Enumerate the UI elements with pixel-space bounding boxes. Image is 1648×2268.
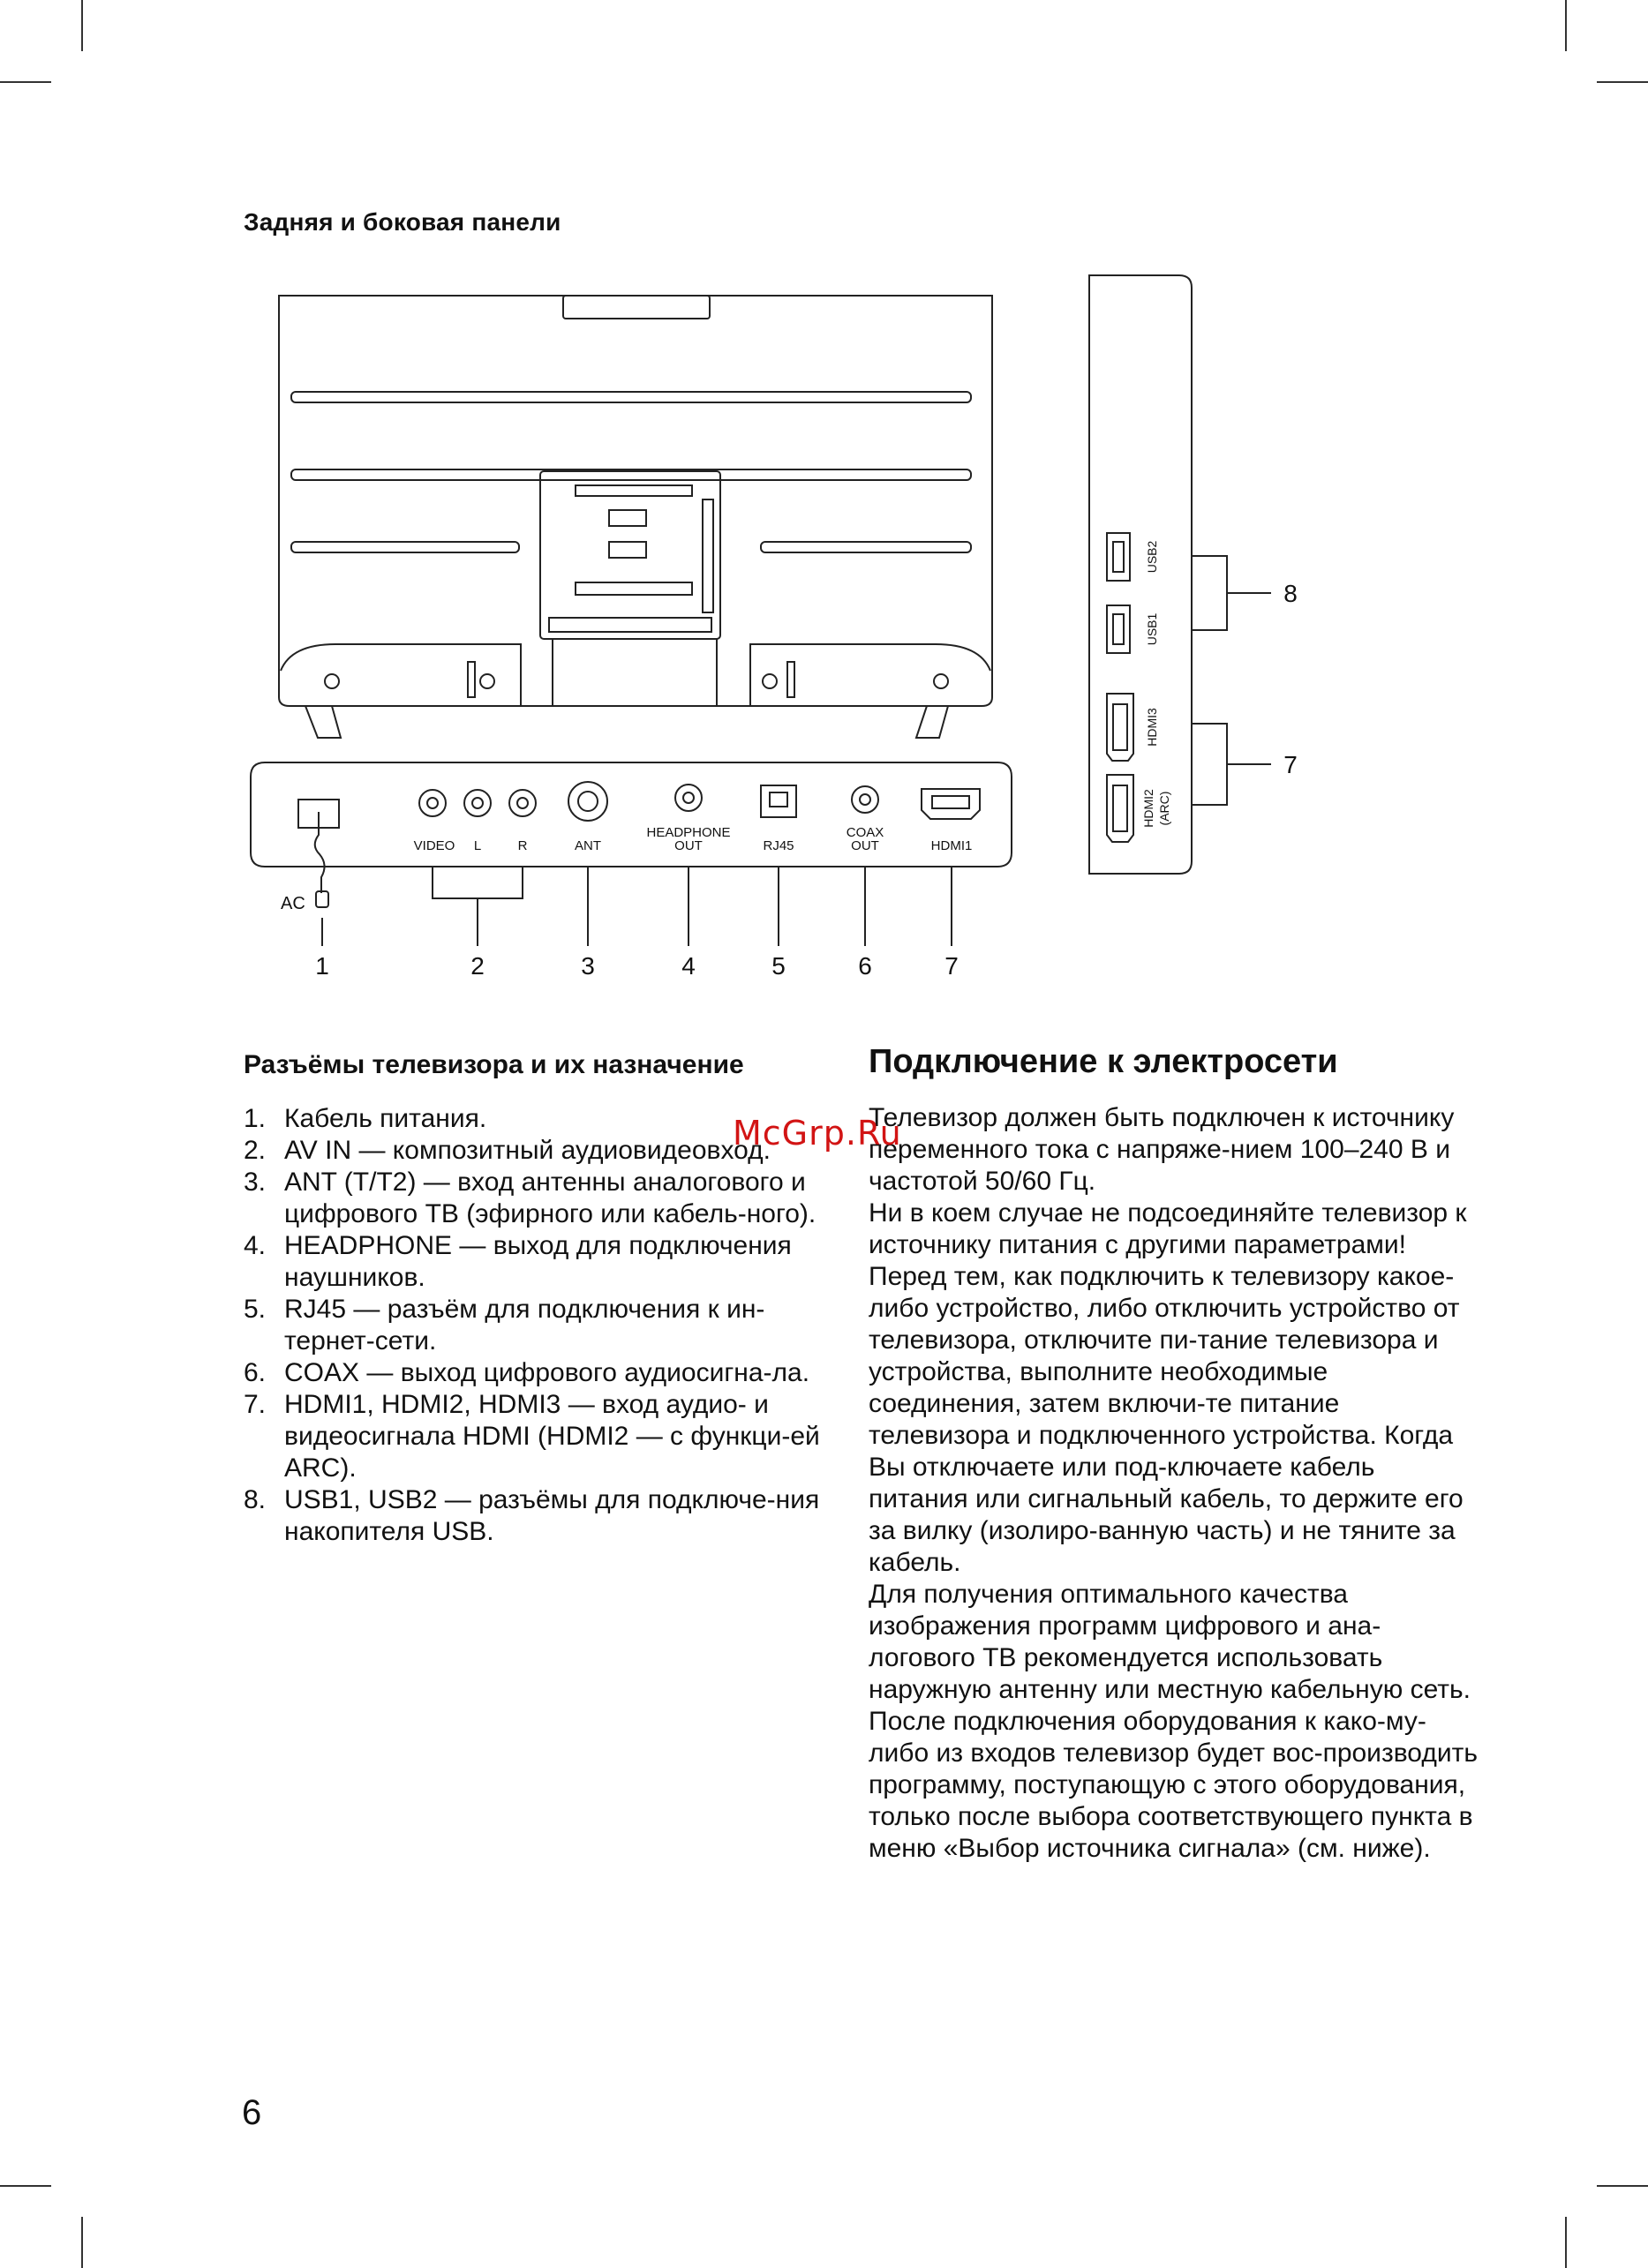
list-item: 1. Кабель питания. xyxy=(244,1104,487,1133)
callout-1: 1 xyxy=(315,952,329,980)
tv-rear-illustration xyxy=(279,296,992,738)
audio-l-jack xyxy=(464,790,491,816)
list-item: 4. HEADPHONE — выход для подключения наушников. xyxy=(244,1231,792,1292)
label-hdmi2: HDMI2 xyxy=(1141,789,1155,828)
usb1-port xyxy=(1107,605,1130,653)
label-hdmi3: HDMI3 xyxy=(1145,708,1159,747)
label-coax-out: OUT xyxy=(851,838,879,853)
label-usb1: USB1 xyxy=(1145,612,1159,646)
label-ac: AC xyxy=(281,894,305,913)
label-ant: ANT xyxy=(575,838,601,853)
list-item: 6. COAX — выход цифрового аудиосигна-ла. xyxy=(244,1358,810,1387)
power-paragraph: Для получения оптимального качества изображения программ цифрового и ана-логового ТВ рекомендуется использовать наружную антенну или местную кабельную сеть. xyxy=(869,1580,1471,1704)
label-video: VIDEO xyxy=(413,838,455,853)
section-title: Задняя и боковая панели xyxy=(244,208,561,236)
connectors-list xyxy=(244,1103,844,1548)
list-item: 8. USB1, USB2 — разъёмы для подключе-ния накопителя USB. xyxy=(244,1485,820,1546)
coax-jack xyxy=(852,786,878,813)
tv-back-panel-diagram xyxy=(0,265,1648,1015)
antenna-jack xyxy=(568,782,607,821)
label-hdmi2-arc: (ARC) xyxy=(1157,791,1171,826)
crop-mark xyxy=(1565,2217,1567,2268)
power-paragraph: Ни в коем случае не подсоединяйте телевизор к источнику питания с другими параметрами! xyxy=(869,1198,1467,1259)
hdmi1-port xyxy=(922,789,980,819)
callout-6: 6 xyxy=(858,952,872,980)
crop-mark xyxy=(1597,81,1648,83)
power-paragraph: После подключения оборудования к како-му-либо из входов телевизор будет вос-производить программу, поступающую с этого оборудования, только после выбора соответствующего пункта в меню «Выбор источника сигнала» (см. ниже). xyxy=(869,1707,1478,1863)
crop-mark xyxy=(0,81,51,83)
label-usb2: USB2 xyxy=(1145,540,1159,574)
label-hdmi1: HDMI1 xyxy=(930,838,973,853)
power-section xyxy=(869,1043,1478,1865)
list-item: 5. RJ45 — разъём для подключения к ин-тернет-сети. xyxy=(244,1295,765,1356)
callout-3: 3 xyxy=(581,952,595,980)
side-connector-panel xyxy=(1089,275,1271,874)
list-item: 7. HDMI1, HDMI2, HDMI3 — вход аудио- и видеосигнала HDMI (HDMI2 — с функци-ей ARC). xyxy=(244,1390,820,1483)
list-item: 2. AV IN — композитный аудиовидеовход. xyxy=(244,1136,771,1165)
power-paragraph: Телевизор должен быть подключен к источнику переменного тока с напряже-нием 100–240 В и частотой 50/60 Гц. xyxy=(869,1103,1455,1196)
list-item: 3. ANT (T/T2) — вход антенны аналогового и цифрового ТВ (эфирного или кабель-ного). xyxy=(244,1168,816,1228)
callout-2: 2 xyxy=(470,952,485,980)
connectors-heading: Разъёмы телевизора и их назначение xyxy=(244,1050,744,1079)
callout-5: 5 xyxy=(771,952,786,980)
bottom-connector-panel xyxy=(251,762,1012,907)
headphone-jack xyxy=(675,785,702,811)
crop-mark xyxy=(0,2185,51,2187)
callout-7: 7 xyxy=(944,952,959,980)
callout-4: 4 xyxy=(681,952,696,980)
label-headphone-out: OUT xyxy=(674,838,703,853)
side-callout-7: 7 xyxy=(1283,751,1298,778)
rj45-port xyxy=(761,785,796,817)
label-coax: COAX xyxy=(846,825,884,840)
crop-mark xyxy=(81,2217,83,2268)
power-heading: Подключение к электросети xyxy=(869,1043,1338,1080)
audio-r-jack xyxy=(509,790,536,816)
power-paragraph: Перед тем, как подключить к телевизору какое-либо устройство, либо отключить устройство от телевизора, отключите пи-тание телевизора и устройства, выполните необходимые соединения, затем включи-те питание телевизора и подключенного устройства. Когда Вы отключаете или под-ключаете кабель питания или сигнальный кабель, то держите его за вилку (изолиро-ванную часть) и не тяните за кабель. xyxy=(869,1262,1464,1577)
crop-mark xyxy=(81,0,83,51)
label-r: R xyxy=(517,838,528,853)
side-callout-8: 8 xyxy=(1283,580,1298,607)
callout-lines xyxy=(322,867,952,946)
video-jack xyxy=(419,790,446,816)
crop-mark xyxy=(1597,2185,1648,2187)
crop-mark xyxy=(1565,0,1567,51)
label-rj45: RJ45 xyxy=(763,838,794,853)
watermark: McGrp.Ru xyxy=(733,1114,902,1153)
usb2-port xyxy=(1107,533,1130,581)
label-l: L xyxy=(473,838,482,853)
page-number: 6 xyxy=(242,2093,262,2132)
label-headphone: HEADPHONE xyxy=(646,825,731,840)
